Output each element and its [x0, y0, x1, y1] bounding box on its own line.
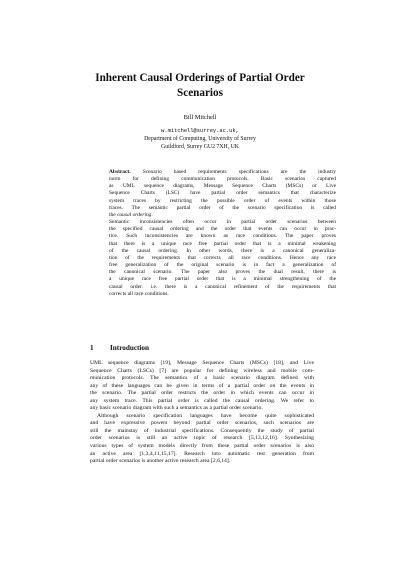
section-heading [90, 343, 149, 353]
abstract-text: Scenario based requirements specifications are the industry [142, 169, 336, 175]
abstract-line: norm for defining communication protocols. Basic scenarios captured [109, 176, 336, 183]
abstract-line: that there is a unique race free partial order that is a minimal weakening [109, 240, 336, 247]
body-line: order scenarios is still an active topic of research [5,13,12,16]. Synthesizing [90, 435, 314, 442]
body-line: any system trace. This partial order is called the causal ordering. We refer to [90, 397, 314, 404]
abstract-line: as UML sequence diagrams, Message Sequence Charts (MSCs) or Live [109, 183, 336, 190]
abstract-text: . [151, 211, 153, 218]
body-line: any of these languages can be given in terms of a partial order on the events in [90, 382, 314, 389]
abstract-line [109, 212, 336, 219]
abstract-line: a unique race free partial order that is a minimal strengthening of the [109, 276, 336, 283]
abstract-line: causal order. i.e. there is a canonical refinement of the requirements that [109, 283, 336, 290]
abstract-line: system traces by restricting the possible order of events within those [109, 197, 336, 204]
abstract-line: traces. The semantic partial order of the scenario specification is called [109, 204, 336, 211]
affiliation-line: Guildford, Surrey GU2 7XH, UK [161, 144, 239, 150]
affiliation-line: Department of Computing, University of Surrey [144, 136, 256, 142]
body-line: munication protocols. The semantics of a basic scenario diagram defined with [90, 375, 314, 382]
body-line: and have expressive powers beyond partial order scenarios, such scenarios are [90, 420, 314, 427]
body-line: partial order scenarios is another active research area [2,6,14]. [90, 458, 231, 465]
abstract-line: the canonical scenario. The paper also proves the dual result, there is [109, 269, 336, 276]
paper-title [60, 71, 340, 101]
body-line: Sequence Charts (LSCs) [7] are popular for defining wireless and mobile com- [90, 367, 314, 374]
abstract [109, 169, 336, 298]
section-title: Introduction [110, 344, 150, 352]
abstract-line: Semantic inconsistencies often occur in partial order scenarios between [109, 219, 336, 226]
title-line: Inherent Causal Orderings of Partial Order [95, 72, 305, 84]
abstract-line [109, 169, 336, 176]
abstract-line: corrects all race conditions. [109, 290, 169, 297]
abstract-text: the [109, 211, 118, 218]
author-affiliation [0, 127, 400, 151]
abstract-line: the specified causal ordering and the order that events can occur in prac- [109, 226, 336, 233]
abstract-italic-term: causal ordering [117, 211, 152, 218]
abstract-line: Sequence Charts (LSC) have partial order semantics that characterize [109, 190, 336, 197]
title-line: Scenarios [177, 87, 223, 99]
body-line: Although scenario specification languages have become quite sophisticated [97, 412, 314, 419]
abstract-label: Abstract. [109, 169, 131, 175]
body-line: an active area [1,3,4,11,15,17]. Research into automatic test generation from [90, 450, 314, 457]
section-body [90, 360, 314, 466]
author-email[interactable]: w.mitchell@surrey.ac.uk, [161, 128, 239, 134]
body-line: still the mainstay of industrial specifications. Consequently the study of partial [90, 427, 314, 434]
abstract-line: of the causal ordering. In other words, there is a canonical generaliza- [109, 247, 336, 254]
abstract-line: tion of the requirements that corrects all race conditions. Hence any race [109, 254, 336, 261]
body-line: any basic scenario diagram with such a semantics as a partial order scenario. [90, 405, 263, 412]
body-line: UML sequence diagrams [19], Message Sequence Charts (MSCs) [18], and Live [90, 360, 314, 366]
abstract-line: tice. Such inconsistencies are known as race conditions. The paper proves [109, 233, 336, 240]
section-number: 1 [90, 344, 94, 352]
abstract-line: free generalization of the original scenario is in fact a generalization of [109, 262, 336, 269]
author-name: Bill Mitchell [183, 114, 217, 121]
body-line: the scenario. The partial order restricts the order in which events can occur in [90, 390, 314, 397]
body-line: various types of system models directly from these partial order scenarios is also [90, 443, 314, 450]
